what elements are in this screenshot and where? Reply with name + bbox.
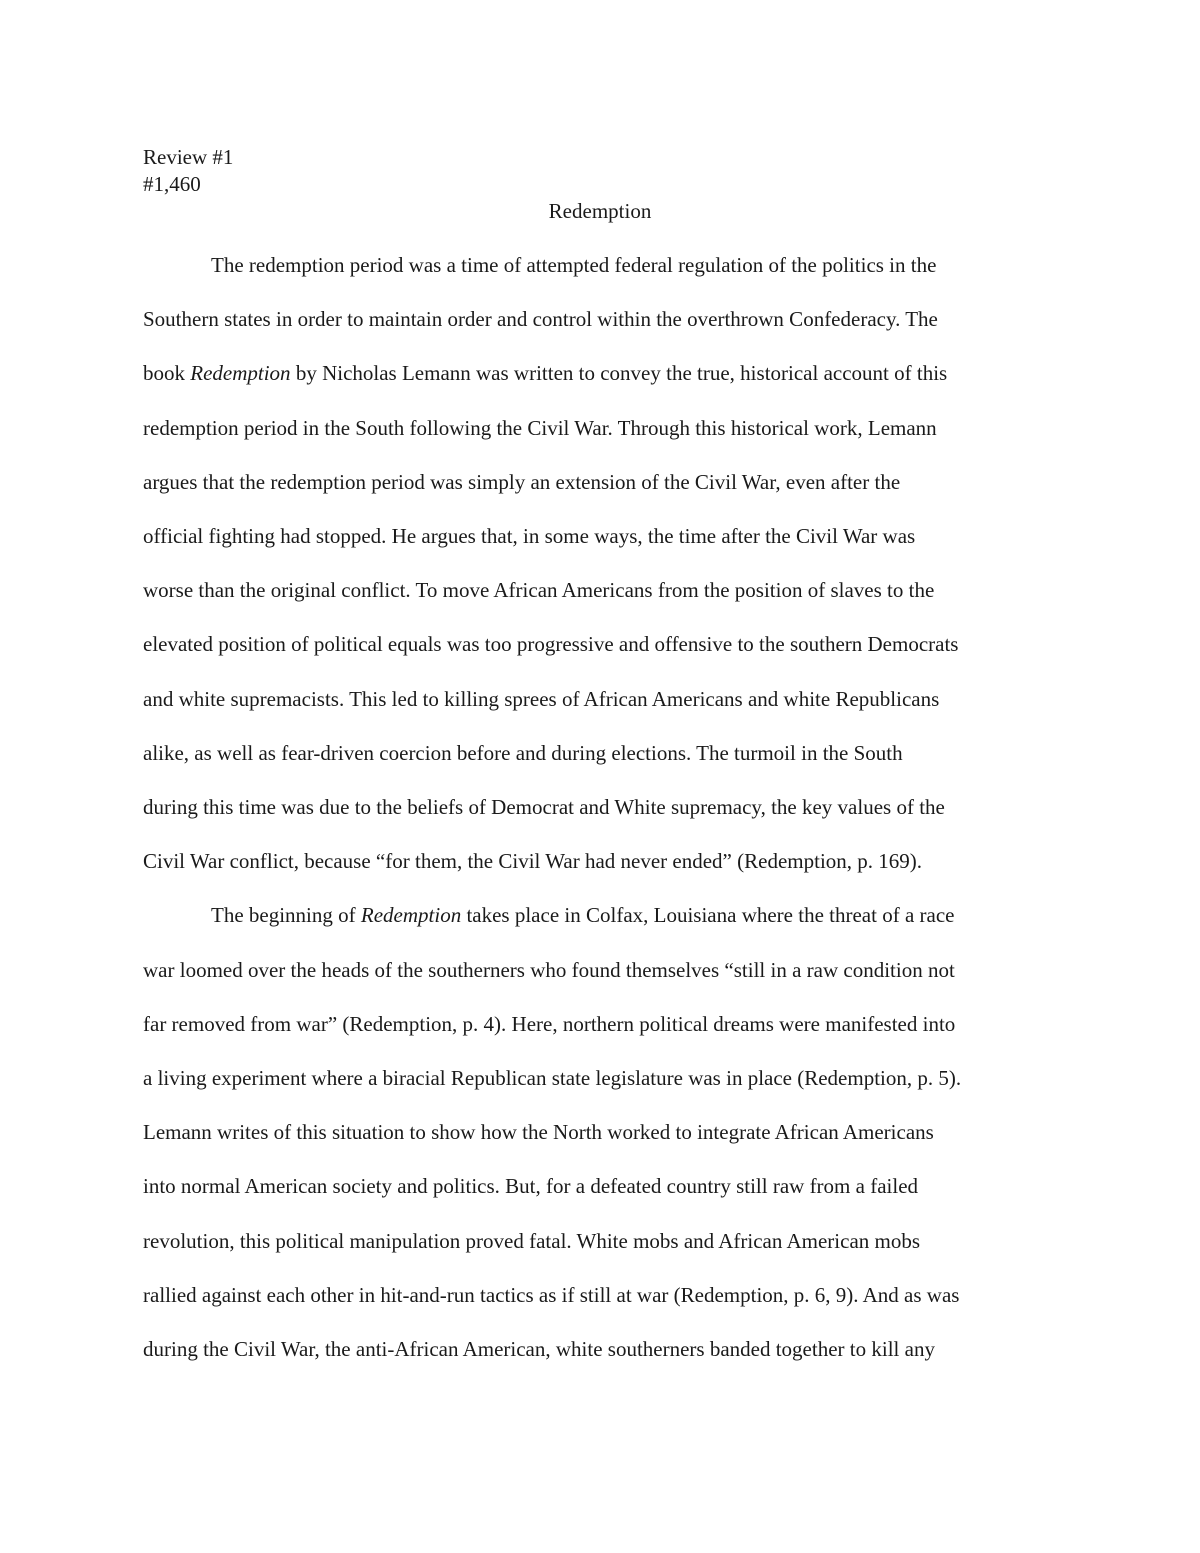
- text-run: alike, as well as fear-driven coercion before and during elections. The turmoil in the South: [143, 741, 903, 765]
- italic-book-title: Redemption: [190, 361, 291, 385]
- text-run: during the Civil War, the anti-African American, white southerners banded together to kill any: [143, 1337, 935, 1361]
- paragraph-2-line: [143, 1336, 935, 1362]
- paragraph-1-line: [143, 577, 934, 603]
- text-run: elevated position of political equals was too progressive and offensive to the southern Democrats: [143, 632, 959, 656]
- text-run: The beginning of: [211, 903, 361, 927]
- paragraph-2-line: [211, 902, 954, 928]
- paragraph-1-line: [143, 306, 938, 332]
- paragraph-1-line: [143, 848, 922, 874]
- paragraph-1-line: [143, 794, 945, 820]
- document-title: Redemption: [548, 199, 652, 223]
- paragraph-1-line: [143, 360, 947, 386]
- paragraph-2-line: [143, 1228, 920, 1254]
- text-run: worse than the original conflict. To move African Americans from the position of slaves to the: [143, 578, 935, 602]
- paragraph-2-line: [143, 1119, 934, 1145]
- text-run: during this time was due to the beliefs of Democrat and White supremacy, the key values of the: [143, 795, 945, 819]
- paragraph-2-line: [143, 1011, 955, 1037]
- word-count: #1,460: [143, 172, 201, 196]
- text-run: war loomed over the heads of the southerners who found themselves “still in a raw condition not: [143, 958, 955, 982]
- text-run: and white supremacists. This led to killing sprees of African Americans and white Republicans: [143, 687, 940, 711]
- text-run: revolution, this political manipulation proved fatal. White mobs and African American mobs: [143, 1229, 921, 1253]
- text-run: takes place in Colfax, Louisiana where the threat of a race: [461, 903, 955, 927]
- paragraph-2-line: [143, 1173, 918, 1199]
- text-run: official fighting had stopped. He argues that, in some ways, the time after the Civil War was: [143, 524, 916, 548]
- paragraph-1-line: [143, 469, 900, 495]
- paragraph-2-line: [143, 1065, 961, 1091]
- paragraph-1-line: [143, 740, 903, 766]
- paragraph-1-line: [211, 252, 936, 278]
- text-run: Civil War conflict, because “for them, the Civil War had never ended” (Redemption, p. 169).: [143, 849, 923, 873]
- text-run: into normal American society and politics. But, for a defeated country still raw from a failed: [143, 1174, 919, 1198]
- text-run: rallied against each other in hit-and-run tactics as if still at war (Redemption, p. 6, 9). And as was: [143, 1283, 960, 1307]
- paragraph-2-line: [143, 1282, 959, 1308]
- review-label: Review #1: [143, 145, 234, 169]
- paragraph-1-line: [143, 686, 939, 712]
- paragraph-1-line: [143, 631, 958, 657]
- text-run: argues that the redemption period was simply an extension of the Civil War, even after the: [143, 470, 901, 494]
- text-run: book: [143, 361, 191, 385]
- text-run: The redemption period was a time of attempted federal regulation of the politics in the: [211, 253, 937, 277]
- paragraph-1-line: [143, 523, 915, 549]
- text-run: Lemann writes of this situation to show how the North worked to integrate African Americans: [143, 1120, 934, 1144]
- paragraph-2-line: [143, 957, 955, 983]
- text-run: far removed from war” (Redemption, p. 4). Here, northern political dreams were manifested into: [143, 1012, 956, 1036]
- text-run: redemption period in the South following the Civil War. Through this historical work, Lemann: [143, 416, 937, 440]
- paragraph-1-line: [143, 415, 937, 441]
- text-run: a living experiment where a biracial Republican state legislature was in place (Redemption, p. 5).: [143, 1066, 962, 1090]
- italic-book-title: Redemption: [360, 903, 462, 927]
- text-run: by Nicholas Lemann was written to convey the true, historical account of this: [290, 361, 948, 385]
- text-run: Southern states in order to maintain order and control within the overthrown Confederacy. The: [143, 307, 938, 331]
